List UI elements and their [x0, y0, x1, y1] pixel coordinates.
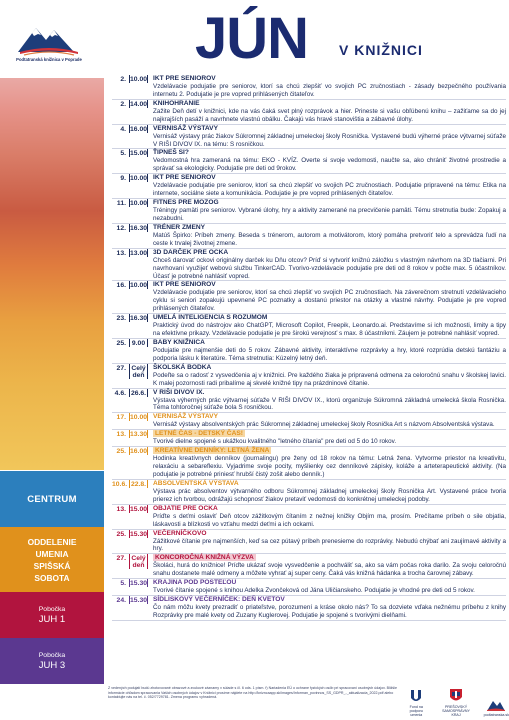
event-time: 10.00	[130, 414, 148, 422]
logo-text: Podtatranská knižnica v Poprade	[16, 57, 82, 62]
event-title-text: VERNISÁŽ VÝSTAVY	[153, 413, 218, 421]
event-description: Výstava výherných prác výtvarnej súťaže V RIŠI DIVOV IX., ktorú organizuje Súkromná základná umelecká škola Rosnička. Téma tohtoročnej súťaže bola S rosničkou.	[153, 396, 506, 412]
events-list	[112, 75, 506, 621]
event-time: 15.00	[130, 505, 148, 513]
event-time: 13.30	[130, 431, 148, 439]
event-body	[148, 364, 506, 388]
event-row	[112, 530, 506, 555]
event-row	[112, 596, 506, 621]
psk-logo-text: PREŠOVSKÝ SAMOSPRÁVNY KRAJ	[442, 705, 470, 717]
event-title	[153, 224, 506, 232]
event-title	[153, 505, 506, 513]
event-time: 15.30	[130, 580, 148, 588]
event-body	[148, 281, 506, 313]
event-row	[112, 224, 506, 249]
event-title	[153, 75, 506, 83]
event-body	[148, 314, 506, 338]
event-time: 26.6.	[130, 389, 147, 397]
event-title-text: IKT PRE SENIOROV	[153, 174, 216, 182]
fpu-icon	[409, 688, 423, 704]
event-date: 10.6.	[112, 480, 128, 488]
event-date: 25.	[116, 448, 126, 456]
event-date: 27.	[116, 555, 126, 563]
event-title	[153, 249, 506, 257]
event-body	[148, 75, 506, 99]
event-date: 25.	[116, 339, 126, 347]
event-date: 5.	[120, 580, 126, 588]
event-row	[112, 249, 506, 282]
event-row	[112, 149, 506, 174]
event-title-text: V RIŠI DIVOV IX.	[153, 388, 205, 396]
section-oddelenie-line: UMENIA	[35, 548, 69, 559]
event-body	[148, 199, 506, 223]
event-row	[112, 339, 506, 364]
event-title-text: LETNÉ ČAS - DETSKÝ ČAS!	[155, 430, 243, 438]
event-title	[153, 314, 506, 322]
event-time: 16.30	[130, 224, 148, 232]
event-title-text: KRAJINA POD POSTEĽOU	[153, 579, 237, 587]
section-juh1-small: Pobočka	[38, 605, 66, 613]
event-body	[148, 480, 506, 504]
footer-note: Z vedených podujatí budú zhotovované obrazové a zvukové záznamy v súlade s čl. 6 ods. 1 písm. f) Nariadenia EÚ o ochrane fyzických osôb pri spracovaní osobných údajov. Bližšie informácie ohľadom spracovania Vašich osobných údajov v Knižnici prosíme nájdete na http://knizncaapp.sk/images/Informan_povinnos_SS_GDPR_-_aktualizacia_2022.pdf alebo kontaktujte nás na tel. č. 052/7729781. Zmena programu vyhradená.	[108, 686, 397, 700]
mountains-icon	[486, 698, 506, 712]
event-description: Matúš Špirko: Príbeh zmeny. Beseda s trénerom, autorom a motivátorom, ktorý pomáha pretvoriť telo a sprevádza ľudí na ceste k trvalej životnej zmene.	[153, 231, 506, 247]
event-description: Chceš darovať ockovi originálny darček ku Dňu otcov? Príď si vytvoriť knižnú záložku s vlastným návrhom na 3D tlačiarni. Pri navrhovaní využijeť webovú službu TinkerCAD. Tvorivo-vzdelávacie podujatie pre deti od 8 rokov v počte max. 5 účastníkov. Účasť je potrebné nahlásiť vopred.	[153, 256, 506, 280]
event-description: Vedomostná hra zameraná na tému: EKO - KVÍZ. Overte si svoje vedomosti, naučte sa, ako chrániť životné prostredie a správať sa ekologicky. Podujatie pre deti od 9rokov.	[153, 157, 506, 173]
section-juh3-big: JUH 3	[38, 659, 66, 671]
event-row	[112, 281, 506, 314]
event-title-text: IKT PRE SENIOROV	[153, 281, 216, 289]
event-description: Hodinka kreatívnych denníkov (journalingu) pre ženy od 18 rokov na tému: Letná žena. Vytvorme priestor na kreativitu, relaxáciu a sebareflexiu. Vyjadrime svoje pocity, myšlienky cez denníkové zápisky, koláže a arteterapeutické aktivity. (Na podujatie je potrebné priniesť hrubší čistý zošit alebo denník.)	[153, 455, 506, 478]
event-body	[148, 530, 506, 554]
event-title-text: OBJATIE PRE OCKA	[153, 504, 218, 512]
event-row	[112, 579, 506, 596]
event-description: Čo nám môžu kvety prezradiť o priateľstve, porozumení a kráse okolo nás? To sa dozviete vďaka nežnému príbehu z knihy Rozprávky pre malé kvety od Zuzany Kuglerovej. Podujatie je spojené s tvorivými dielňami.	[153, 604, 506, 619]
event-title-text: BABY KNIŽNICA	[153, 338, 205, 346]
event-title-text: KREATÍVNE DENNÍKY: LETNÁ ŽENA	[155, 447, 270, 455]
event-title	[153, 389, 506, 397]
event-date: 9.	[120, 175, 126, 183]
event-description: Vernisáž výstavy prác žiakov Súkromnej základnej umeleckej školy Rosnička. Vystavené budú výherné práce výtvarnej súťaže V RIŠI DIVOV IX. na tému: S rosničkou.	[153, 132, 506, 148]
event-time: 15.30	[130, 597, 148, 605]
mountains-book-icon	[14, 22, 84, 56]
event-date: 4.	[120, 125, 126, 133]
library-logo	[14, 22, 84, 62]
event-date: 2.	[120, 100, 126, 108]
event-time: 15.30	[130, 530, 148, 538]
event-time: 15.00	[130, 150, 148, 158]
event-title-text: SÍDLISKOVÝ VEČERNÍČEK: DEŇ KVETOV	[153, 596, 285, 604]
event-description: Tréningy pamäti pre seniorov. Vybrané úlohy, hry a aktivity zamerané na precvičenie pamäti. Tému stretnutia bude: Zopakuj a nezabudni.	[153, 207, 506, 222]
event-title	[153, 125, 506, 133]
event-row	[112, 554, 506, 579]
event-title	[153, 339, 506, 347]
event-time: 16.00	[130, 448, 148, 456]
event-title	[153, 281, 506, 289]
event-title	[153, 364, 506, 372]
event-row	[112, 364, 506, 389]
event-row	[112, 505, 506, 530]
event-time: 10.00	[130, 175, 148, 183]
event-title-text: UMELÁ INTELIGENCIA S ROZUMOM	[153, 314, 268, 322]
section-juh1	[0, 592, 104, 638]
event-description: Podeľte sa o radosť z vysvedčenia aj v knižnici. Pre každého žiaka je pripravená odmena za celoročnú snahu v školskej lavici. K malej pozornosti radi pribalíme aj skvelé knižné tipy na prázdninové čítanie.	[153, 371, 506, 387]
event-time: Celý deň	[129, 554, 148, 569]
section-centrum-label: CENTRUM	[27, 493, 77, 505]
page-subtitle: V KNIŽNICI	[339, 42, 423, 58]
event-title	[153, 413, 506, 421]
event-date: 25.	[116, 530, 126, 538]
event-title-text: ABSOLVENTSKÁ VÝSTAVA	[153, 479, 239, 487]
event-description: Školáci, hurá do knižnice! Príďte ukázať svoje vysvedčenie a pochváliť sa, ako sa vám počas roka darilo. Za svoju celoročnú snahu dostanete malé odmeny a môžete vyhrať aj super ceny. Čaká vás knižná hádanka a trocha čarovnej zábavy.	[153, 562, 506, 578]
left-color-bar	[0, 0, 104, 720]
event-title	[153, 174, 506, 182]
event-date: 13.	[116, 249, 126, 257]
event-row	[112, 447, 506, 480]
event-title-text: ŠKOLSKÁ BODKA	[153, 363, 212, 371]
event-date: 11.	[116, 200, 126, 208]
event-description: Výstava prác absolventov výtvarného odboru Súkromnej základnej umeleckej školy Rosnička Art. Vystavené práce tvoria prierez ich tvorbou, odrážajú schopnosť žiakov pretaviť vedomosti do konkrétnej umeleckej podoby.	[153, 487, 506, 503]
event-body	[148, 596, 506, 620]
event-date: 2.	[120, 76, 126, 83]
event-row	[112, 75, 506, 100]
section-juh1-big: JUH 1	[38, 613, 66, 625]
event-body	[148, 430, 506, 446]
event-time: 22.8.	[130, 480, 147, 488]
event-title-text: IKT PRE SENIOROV	[153, 75, 216, 82]
page-title: JÚN	[195, 6, 309, 71]
fpu-logo	[404, 688, 428, 717]
event-date: 13.	[116, 431, 126, 439]
event-row	[112, 100, 506, 125]
podtatranska-logo	[484, 698, 509, 717]
event-description: Tvorivé čítanie spojené s knihou Adelka Zvončeková od Jána Uličianskeho. Podujatie je vhodné pre deti od 5 rokov.	[153, 587, 475, 595]
event-body	[148, 339, 506, 363]
event-title-text: VERNISÁŽ VÝSTAVY	[153, 124, 218, 132]
event-time: 9.00	[129, 339, 148, 347]
event-body	[148, 149, 506, 173]
event-date: 16.	[116, 282, 126, 290]
event-date: 24.	[116, 597, 126, 605]
section-oddelenie-line: SPIŠSKÁ	[33, 560, 71, 571]
event-title	[153, 430, 506, 438]
event-date: 27.	[116, 364, 126, 372]
event-date: 23.	[116, 315, 126, 323]
event-body	[148, 100, 506, 124]
event-row	[112, 125, 506, 150]
event-date: 13.	[116, 505, 126, 513]
event-body	[148, 389, 506, 413]
event-description: Vzdelávacie podujatie pre seniorov, ktorí sa chcú zlepšiť vo svojich PC zručnostiach - zásady bezpečného používania internetu 2. Podujatie je pre vopred prihlásených čitateľov.	[153, 83, 506, 98]
event-row	[112, 430, 506, 447]
event-description: Tvorivé dielne spojené s ukážkou kvalitného "letného čítania" pre deti od 5 do 10 rokov.	[153, 438, 397, 446]
event-body	[148, 125, 506, 149]
event-title-text: ŤIPNEŠ SI?	[153, 149, 189, 157]
event-body	[148, 413, 506, 429]
event-time: 16.30	[130, 315, 148, 323]
event-body	[148, 174, 506, 198]
event-title	[153, 199, 506, 207]
event-row	[112, 480, 506, 505]
event-title	[153, 530, 506, 538]
event-title-text: TRÉNER ZMENY	[153, 223, 206, 231]
event-body	[148, 447, 506, 479]
section-oddelenie-line: ODDELENIE	[27, 536, 77, 547]
event-time: 10.00	[130, 76, 148, 83]
event-title	[153, 579, 506, 587]
event-body	[148, 249, 506, 281]
event-title	[153, 100, 506, 108]
event-description: Vzdelávacie podujatie pre seniorov, ktorí sa chcú zlepšiť vo svojich PC zručnostiach. Na záverečnom stretnutí vzdelávacieho cyklu si seniori zopakujú upevnené PC poznatky a dostanú priestor na otázky a vlastné návrhy. Podujatie je pre vopred prihlásených čitateľov.	[153, 289, 506, 313]
fpu-logo-text: Fond na podporu umenia	[409, 705, 423, 717]
coat-of-arms-icon	[449, 688, 463, 704]
section-juh3	[0, 638, 104, 684]
section-juh3-small: Pobočka	[38, 651, 66, 659]
event-description: Príďte s deťmi oslaviť Deň otcov zážitkovým čítaním z nežnej knižky Objím ma, prosím. Prečítame príbeh o sile objatia, láskavosti a blízkosti vo vzťahu medzi deťmi a ich ockami.	[153, 512, 506, 528]
event-time: 10.00	[130, 200, 148, 208]
event-body	[148, 505, 506, 529]
event-title-text: VEČERNÍČKOVO	[153, 529, 207, 537]
event-time: 10.00	[130, 282, 148, 290]
event-body	[148, 579, 506, 595]
event-row	[112, 199, 506, 224]
event-date: 12.	[116, 224, 126, 232]
footer-logos	[404, 688, 509, 717]
event-title-text: KNIHOHRANIE	[153, 99, 200, 107]
event-title	[153, 596, 506, 604]
event-title-text: FITNES PRE MOZOG	[153, 199, 219, 207]
event-body	[148, 554, 506, 578]
section-centrum	[0, 471, 104, 527]
event-row	[112, 413, 506, 430]
event-row	[112, 389, 506, 414]
event-date: 4.6.	[114, 389, 126, 397]
section-oddelenie-umenia	[0, 527, 104, 592]
event-time: 14.00	[130, 100, 148, 108]
event-title	[153, 447, 506, 455]
event-description: Vzdelávacie podujatie pre seniorov, ktorí sa chcú zlepšiť vo svojich PC zručnostiach. Podujatie pripravené na tému: Etika na internete, sociálne siete a komunikácia. Podujatie je pre vopred prihlásených čitateľov.	[153, 182, 506, 198]
event-description: Vernisáž výstavy absolventských prác Súkromnej základnej umeleckej školy Rosnička Art s názvom Absolventská výstava.	[153, 421, 495, 429]
event-title-text: KONCOROČNÁ KNIŽNÁ VÝZVA	[155, 554, 254, 562]
psk-logo	[437, 688, 474, 717]
event-title-text: 3D DARČEK PRE OCKA	[153, 248, 229, 256]
event-row	[112, 174, 506, 199]
event-time: 16.00	[130, 125, 148, 133]
event-date: 17.	[116, 414, 126, 422]
event-description: Podujatie pre najmenšie deti do 5 rokov. Zábavné aktivity, interaktívne rozprávky a hry, ktoré rozprúdia detskú fantáziu a podporia lásku k literatúre. Téma stretnutia: Kúzelný letný deň.	[153, 346, 506, 362]
event-date: 5.	[120, 150, 126, 158]
gradient-band	[0, 78, 104, 470]
event-description: Praktický úvod do nástrojov ako ChatGPT, Microsoft Copilot, Freepik, Leonardo.ai. Predstavíme si ich možnosti, limity a tipy na efektívne prikazy. Vzdelávacie podujatie je pre širokú verejnosť s max. 8 účastníkmi. Záujem je potrebné nahlásiť vopred.	[153, 322, 506, 338]
event-body	[148, 224, 506, 248]
event-row	[112, 314, 506, 339]
section-oddelenie-line: SOBOTA	[34, 572, 70, 583]
event-time: Celý deň	[129, 364, 148, 379]
podtatranska-logo-text: podtatranska.sk	[483, 713, 509, 717]
event-time: 13.00	[130, 249, 148, 257]
event-title	[153, 480, 506, 488]
event-description: Zážitkové čítanie pre najmenších, keď sa cez pútavý príbeh prenesieme do rozprávky. Nebudú chýbať ani zaujímavé aktivity a hry.	[153, 537, 506, 553]
event-description: Zažite Deň detí v knižnici, kde na vás čaká svet plný rozprávok a hier. Prineste si vašu obľúbenú knihu – zažiťame sa do jej najkrajších pasáží a navrhnete vlastnú obálku. Čakajú vás hravé stanovištia a zábavné úlohy.	[153, 107, 506, 123]
